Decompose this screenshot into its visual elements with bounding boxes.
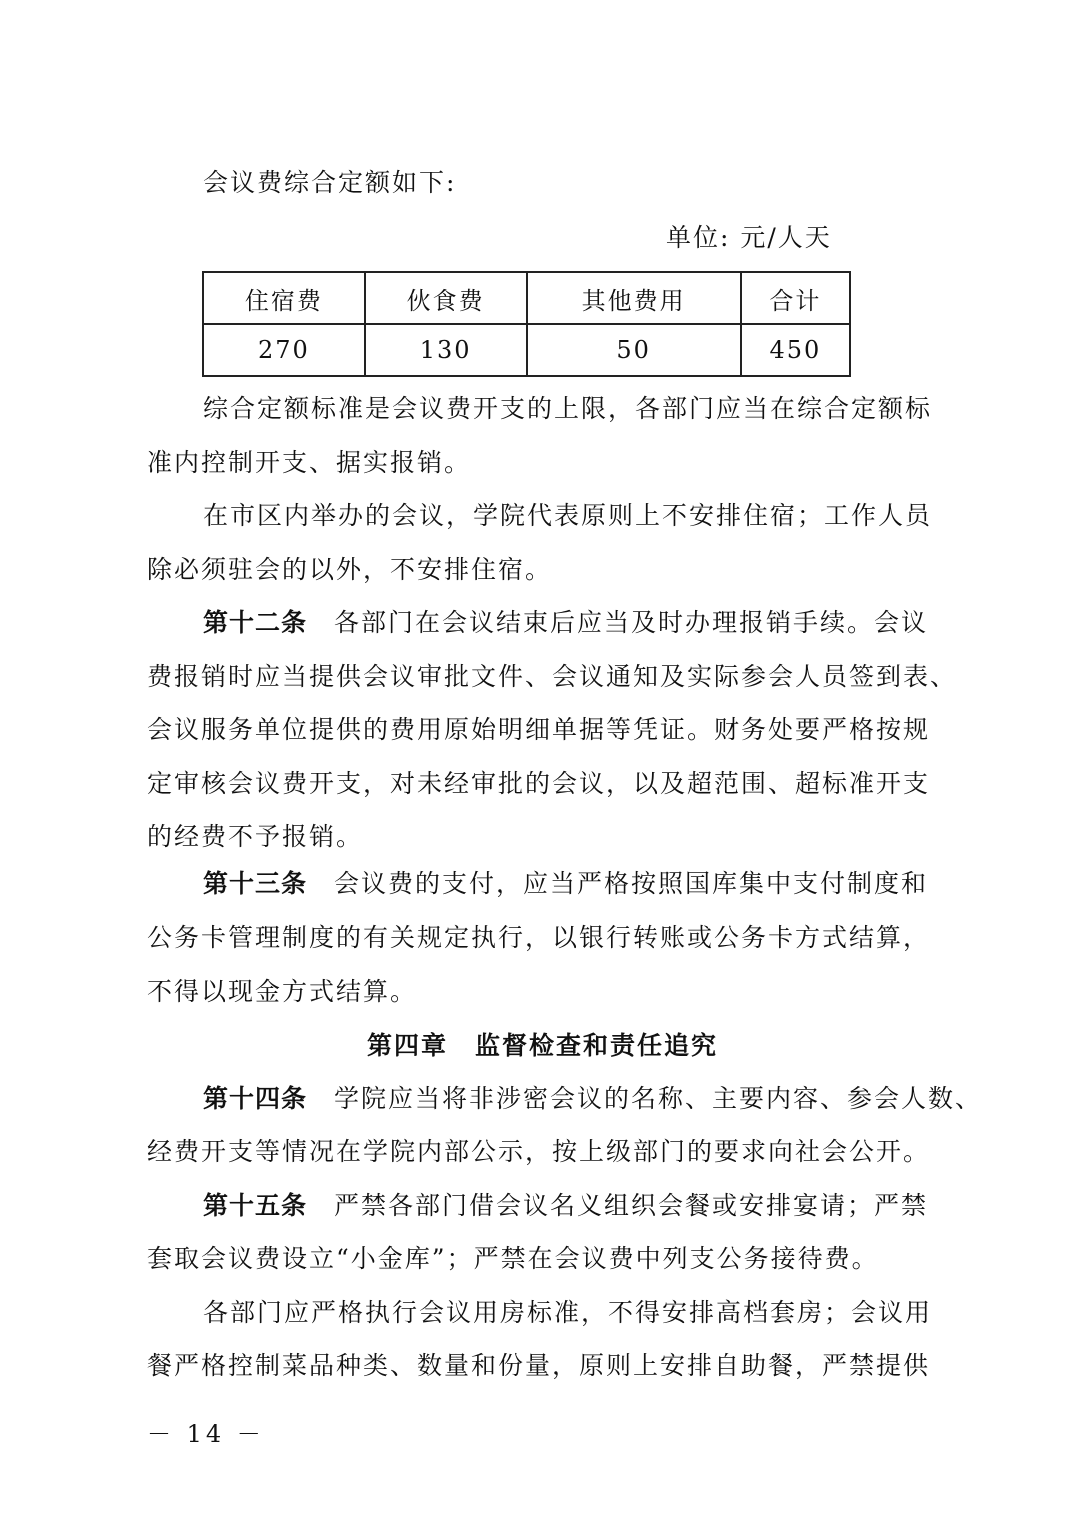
table-header-cell: 合计 xyxy=(741,272,850,324)
article-14-line xyxy=(203,1081,983,1117)
paragraph-text: 会议费的支付，应当严格按照国库集中支付制度和 xyxy=(334,869,929,898)
table-header-cell: 伙食费 xyxy=(365,272,527,324)
table-cell: 50 xyxy=(527,324,741,376)
paragraph-line: 除必须驻会的以外，不安排住宿。 xyxy=(147,555,553,584)
paragraph-text: 各部门在会议结束后应当及时办理报销手续。会议 xyxy=(334,608,929,637)
article-heading: 第十三条 xyxy=(203,869,308,898)
article-heading: 第十四条 xyxy=(203,1084,308,1113)
article-15-line xyxy=(203,1188,948,1224)
article-heading: 第十五条 xyxy=(203,1191,308,1220)
paragraph-line: 准内控制开支、据实报销。 xyxy=(147,448,472,477)
paragraph-line: 不得以现金方式结算。 xyxy=(147,977,418,1006)
table-cell: 270 xyxy=(203,324,365,376)
page-number: － 14 － xyxy=(147,1420,265,1448)
table-row xyxy=(203,324,850,376)
paragraph-line: 套取会议费设立“小金库”；严禁在会议费中列支公务接待费。 xyxy=(147,1244,879,1273)
paragraph-line: 在市区内举办的会议，学院代表原则上不安排住宿；工作人员 xyxy=(203,501,933,530)
article-12-line xyxy=(203,605,948,641)
paragraph-line: 综合定额标准是会议费开支的上限，各部门应当在综合定额标 xyxy=(203,394,933,423)
paragraph-text: 严禁各部门借会议名义组织会餐或安排宴请；严禁 xyxy=(334,1191,929,1220)
table-header-cell: 住宿费 xyxy=(203,272,365,324)
chapter-title: 第四章 监督检查和责任追究 xyxy=(366,1031,718,1060)
paragraph-line: 的经费不予报销。 xyxy=(147,822,364,851)
paragraph-line: 会议服务单位提供的费用原始明细单据等凭证。财务处要严格按规 xyxy=(147,715,931,744)
table-header-cell: 其他费用 xyxy=(527,272,741,324)
paragraph-text: 学院应当将非涉密会议的名称、主要内容、参会人数、 xyxy=(334,1084,983,1113)
fee-table xyxy=(202,271,851,377)
intro-text: 会议费综合定额如下: xyxy=(203,168,457,197)
paragraph-line: 餐严格控制菜品种类、数量和份量，原则上安排自助餐，严禁提供 xyxy=(147,1351,931,1380)
table-header-row xyxy=(203,272,850,324)
article-heading: 第十二条 xyxy=(203,608,308,637)
paragraph-line: 公务卡管理制度的有关规定执行，以银行转账或公务卡方式结算， xyxy=(147,923,931,952)
paragraph-line: 经费开支等情况在学院内部公示，按上级部门的要求向社会公开。 xyxy=(147,1137,931,1166)
table-cell: 130 xyxy=(365,324,527,376)
paragraph-line: 各部门应严格执行会议用房标准，不得安排高档套房；会议用 xyxy=(203,1298,933,1327)
table-cell: 450 xyxy=(741,324,850,376)
paragraph-line: 费报销时应当提供会议审批文件、会议通知及实际参会人员签到表、 xyxy=(147,662,958,691)
paragraph-line: 定审核会议费开支，对未经审批的会议，以及超范围、超标准开支 xyxy=(147,769,931,798)
unit-label: 单位: 元/人天 xyxy=(666,223,832,252)
article-13-line xyxy=(203,866,948,902)
